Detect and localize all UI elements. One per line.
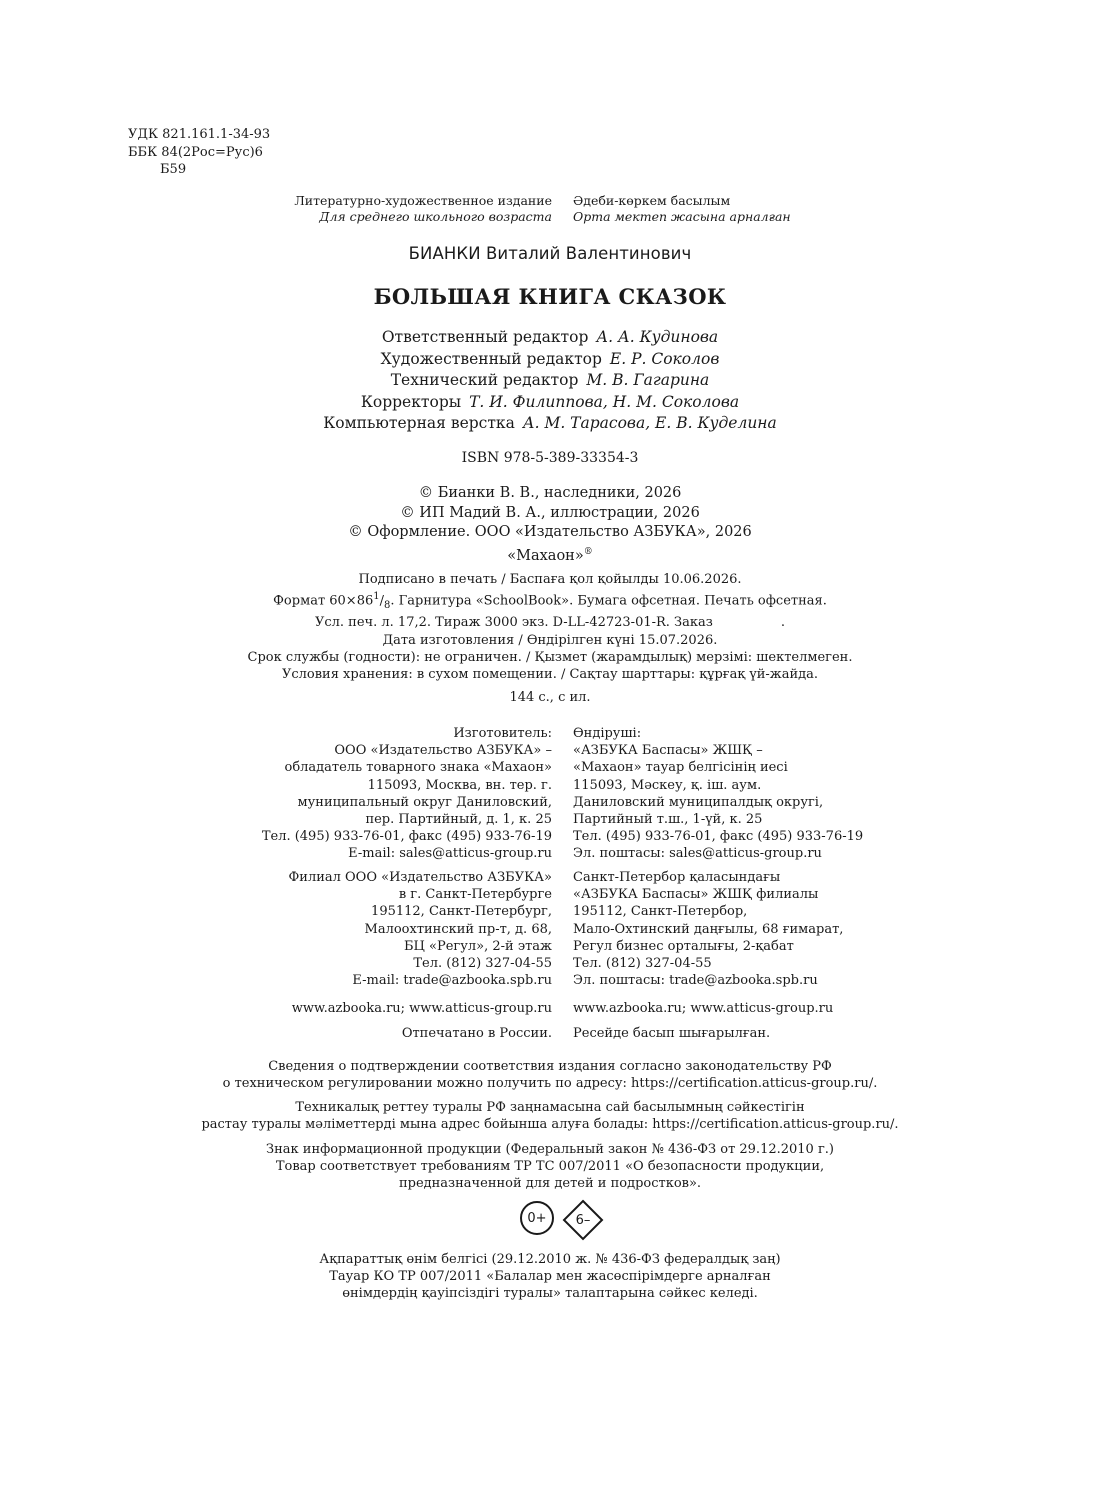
credit-line: Технический редактор М. В. Гагарина	[390, 371, 710, 389]
copyright-line: © ИП Мадий В. А., иллюстрации, 2026	[400, 504, 700, 521]
book-title: БОЛЬШАЯ КНИГА СКАЗОК	[373, 284, 727, 309]
storage-line: Условия хранения: в сухом помещении. / Сақтау шарттары: құрғақ үй-жайда.	[281, 666, 819, 682]
copyright-line: © Оформление. ООО «Издательство АЗБУКА», 2026	[348, 524, 752, 540]
printed-in-kz: Ресейде басып шығарылған.	[573, 1026, 771, 1041]
print-specs	[0, 571, 1100, 683]
credit-line: Художественный редактор Е. Р. Соколов	[380, 349, 720, 368]
print-line: Усл. печ. л. 17,2. Тираж 3000 экз. D-LL-42723-01-R. Заказ .	[314, 615, 786, 631]
age-rating-diamond-icon: 6–	[562, 1199, 604, 1241]
credit-line: Компьютерная верстка А. М. Тарасова, Е. В. Куделина	[323, 414, 777, 432]
website-ru[interactable]: www.azbooka.ru; www.atticus-group.ru	[291, 1001, 552, 1016]
author-mark: Б59	[160, 162, 187, 177]
website-kz[interactable]: www.azbooka.ru; www.atticus-group.ru	[573, 1001, 834, 1016]
format-line: Формат $60\times 86^1/_8$. Гарнитура «SchoolBook». Бумага офсетная. Печать офсетная.	[273, 591, 827, 612]
branch-kz: Санкт-Петербор қаласындағы «АЗБУКА Баспасы» ЖШҚ филиалы 195112, Санкт-Петербор, Мало-Охтинский даңғылы, 68 ғимарат, Регул бизнес орталығы, 2-қабат Тел. (812) 327-04-55 Эл. поштасы: trade@azbooka.spb.ru	[573, 870, 844, 989]
copyright-block	[0, 484, 1100, 566]
age-rating-badges	[520, 1199, 610, 1243]
bbk-code: ББК 84(2Рос=Рус)6	[128, 144, 263, 160]
edition-age-kz: Орта мектеп жасына арналған	[573, 209, 791, 224]
manufacturer-kz: Өндіруші: «АЗБУКА Баспасы» ЖШҚ – «Махаон» тауар белгісінің иесі 115093, Мәскеу, қ. іш. аум. Даниловский муниципалдық округі, Партийный т.ш., 1-үй, к. 25 Тел. (495) 933-76-01, факс (495) 933-76-19 Эл. поштасы: sales@atticus-group.ru	[573, 726, 864, 862]
classification-codes	[128, 126, 270, 179]
manufacturer-ru: Изготовитель: ООО «Издательство АЗБУКА» – обладатель товарного знака «Махаон» 115093, Москва, вн. тер. г. муниципальный округ Даниловский, пер. Партийный, д. 1, к. 25 Тел. (495) 933-76-01, факс (495) 933-76-19 E-mail: sales@atticus-group.ru	[261, 726, 552, 862]
author-name: БИАНКИ Виталий Валентинович	[408, 244, 692, 263]
edition-age-ru: Для среднего школьного возраста	[319, 209, 552, 224]
page-count: 144 с., с ил.	[509, 690, 591, 705]
branch-ru: Филиал ООО «Издательство АЗБУКА» в г. Санкт-Петербурге 195112, Санкт-Петербург, Малоохтинский пр-т, д. 68, БЦ «Регул», 2-й этаж Тел. (812) 327-04-55 E-mail: trade@azbooka.spb.ru	[288, 870, 552, 989]
certification-ru: Сведения о подтверждении соответствия издания согласно законодательству РФ о техническом регулировании можно получить по адресу: https://certification.atticus-group.ru/.	[222, 1059, 878, 1092]
signed-line: Подписано в печать / Баспаға қол қойылды 10.06.2026.	[358, 572, 742, 587]
copyright-line: © Бианки В. В., наследники, 2026	[418, 485, 682, 501]
edition-type-ru: Литературно-художественное издание	[294, 193, 552, 208]
credit-line: Корректоры Т. И. Филиппова, Н. М. Соколова	[360, 392, 740, 411]
edition-type-kz: Әдеби-көркем басылым	[573, 193, 731, 208]
made-date-line: Дата изготовления / Өндірілген күні 15.07.2026.	[382, 632, 718, 648]
info-product-ru: Знак информационной продукции (Федеральный закон № 436-ФЗ от 29.12.2010 г.) Товар соответствует требованиям ТР ТС 007/2011 «О безопасности продукции, предназначенной для детей и подростков».	[266, 1142, 834, 1192]
registered-mark: ®	[583, 546, 593, 557]
isbn: ISBN 978-5-389-33354-3	[461, 450, 639, 466]
service-life-line: Срок службы (годности): не ограничен. / Қызмет (жарамдылық) мерзімі: шектелмеген.	[247, 649, 853, 665]
certification-kz: Техникалық реттеу туралы РФ заңнамасына сай басылымның сәйкестігін растау туралы мәліметтерді мына адрес бойынша алуға болады: https://certification.atticus-group.ru/.	[201, 1100, 899, 1133]
info-product-kz: Ақпараттық өнім белгісі (29.12.2010 ж. № 436-ФЗ федералдық заң) Тауар КО ТР 007/2011 «Балалар мен жасөспірімдерге арналған өнімдердің қауіпсіздігі туралы» талаптарына сәйкес келеді.	[319, 1252, 781, 1302]
udk-code: УДК 821.161.1-34-93	[128, 127, 271, 142]
brand-line: «Махаон»®	[507, 546, 593, 564]
age-rating-circle-icon: 0+	[520, 1201, 554, 1235]
credit-line: Ответственный редактор А. А. Кудинова	[381, 328, 719, 346]
credits-list	[0, 327, 1100, 435]
printed-in-ru: Отпечатано в России.	[401, 1026, 552, 1041]
